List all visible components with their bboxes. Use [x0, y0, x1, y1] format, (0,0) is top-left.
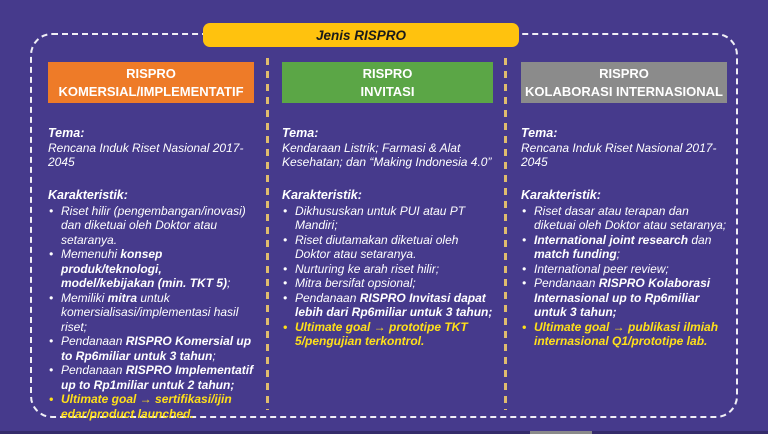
bullet-item-komersial-0-segment-0: Riset hilir (pengembangan/inovasi) dan diketuai oleh Doktor atau setaranya.	[61, 203, 246, 247]
column-komersial	[48, 62, 254, 421]
bullet-item-invitasi-0	[282, 204, 493, 233]
bullet-item-kolaborasi-internasional-2	[521, 262, 727, 277]
column-header-komersial-line-1: KOMERSIAL/IMPLEMENTATIF	[58, 83, 244, 99]
bullet-item-invitasi-4-segment-0: Pendanaan	[295, 290, 360, 305]
bullet-item-komersial-5	[48, 392, 254, 421]
bullet-item-komersial-2	[48, 291, 254, 335]
bullet-item-kolaborasi-internasional-3	[521, 276, 727, 320]
bullet-list-komersial	[48, 204, 254, 422]
tema-label-komersial: Tema:	[48, 126, 85, 140]
bullet-item-komersial-3-segment-2: ;	[212, 348, 216, 363]
bullet-item-invitasi-3-segment-0: Mitra bersifat opsional;	[295, 276, 416, 290]
karakteristik-section-kolaborasi-internasional	[521, 188, 727, 349]
bullet-item-komersial-2-segment-1: mitra	[107, 290, 138, 305]
bullet-item-kolaborasi-internasional-0-segment-0: Riset dasar atau terapan dan diketuai oleh Doktor atau setaranya;	[534, 203, 727, 232]
column-header-invitasi	[282, 62, 493, 103]
bullet-item-komersial-1-segment-1: konsep produk/teknologi, model/kebijakan (min. TKT 5)	[61, 247, 228, 290]
bullet-item-komersial-4	[48, 363, 254, 392]
tema-label-invitasi: Tema:	[282, 126, 319, 140]
bullet-item-komersial-1-segment-0: Memenuhi	[61, 247, 121, 261]
bullet-item-invitasi-1	[282, 233, 493, 262]
tema-text-komersial	[48, 141, 254, 170]
bullet-item-komersial-0	[48, 204, 254, 248]
bullet-item-komersial-5-segment-0: Ultimate goal → sertifikasi/ijin edar/product launched.	[61, 392, 232, 421]
tema-text-invitasi-segment-1: “Making Indonesia 4.0”	[369, 155, 492, 169]
bullet-item-kolaborasi-internasional-4	[521, 320, 727, 349]
column-header-kolaborasi-internasional-line-1: KOLABORASI INTERNASIONAL	[525, 83, 723, 99]
tema-text-invitasi	[282, 141, 493, 170]
column-header-komersial	[48, 62, 254, 103]
bullet-item-invitasi-3	[282, 276, 493, 291]
column-header-kolaborasi-internasional	[521, 62, 727, 103]
column-header-kolaborasi-internasional-line-0: RISPRO	[599, 65, 649, 81]
tema-section-komersial	[48, 126, 254, 188]
bullet-item-invitasi-5	[282, 320, 493, 349]
page-title: Jenis RISPRO	[315, 27, 407, 43]
bullet-item-komersial-4-segment-0: Pendanaan	[61, 363, 126, 377]
bullet-item-komersial-2-segment-2: untuk komersialisasi/implementasi hasil riset;	[61, 290, 239, 334]
bullet-item-invitasi-4	[282, 291, 493, 320]
bullet-list-invitasi	[282, 204, 493, 349]
tema-text-komersial-segment-0: Rencana Induk Riset Nasional 2017-2045	[48, 140, 244, 169]
bullet-item-kolaborasi-internasional-1-segment-3: ;	[616, 247, 621, 261]
column-header-komersial-line-0: RISPRO	[126, 65, 176, 81]
bullet-item-invitasi-2	[282, 262, 493, 277]
column-header-invitasi-line-1: INVITASI	[360, 83, 415, 99]
title-badge	[203, 23, 519, 47]
karakteristik-label-kolaborasi-internasional: Karakteristik:	[521, 188, 601, 202]
bullet-list-kolaborasi-internasional	[521, 204, 727, 349]
karakteristik-section-komersial	[48, 188, 254, 421]
bullet-item-invitasi-4-segment-1: RISPRO Invitasi dapat lebih dari Rp6miliar untuk 3 tahun;	[295, 290, 493, 319]
bullet-item-komersial-1	[48, 247, 254, 291]
bullet-item-invitasi-0-segment-0: Dikhususkan untuk PUI atau PT Mandiri;	[295, 203, 466, 232]
karakteristik-label-invitasi: Karakteristik:	[282, 188, 362, 202]
tema-section-invitasi	[282, 126, 493, 188]
column-separator-2	[504, 58, 507, 410]
column-invitasi	[282, 62, 493, 349]
tema-text-kolaborasi-internasional	[521, 141, 727, 170]
tema-section-kolaborasi-internasional	[521, 126, 727, 188]
bullet-item-kolaborasi-internasional-4-segment-0: Ultimate goal → publikasi ilmiah internasional Q1/prototipe lab.	[534, 319, 719, 348]
tema-text-invitasi-segment-0: Kendaraan Listrik; Farmasi & Alat Kesehatan; dan	[282, 140, 461, 169]
bullet-item-komersial-3-segment-0: Pendanaan	[61, 334, 126, 348]
column-header-invitasi-line-0: RISPRO	[362, 65, 413, 81]
tema-text-kolaborasi-internasional-segment-0: Rencana Induk Riset Nasional 2017-2045	[521, 140, 717, 169]
bullet-item-komersial-3	[48, 334, 254, 363]
bullet-item-komersial-1-segment-2: ;	[227, 276, 231, 290]
bullet-item-kolaborasi-internasional-3-segment-0: Pendanaan	[534, 276, 599, 290]
bullet-item-invitasi-5-segment-0: Ultimate goal → prototipe TKT 5/pengujian terkontrol.	[295, 319, 468, 348]
bullet-item-kolaborasi-internasional-0	[521, 204, 727, 233]
bullet-item-kolaborasi-internasional-3-segment-1: RISPRO Kolaborasi Internasional up to Rp6miliar untuk 3 tahun;	[534, 276, 711, 319]
bullet-item-kolaborasi-internasional-1-segment-2: match funding	[534, 247, 617, 261]
bullet-item-kolaborasi-internasional-1-segment-1: dan	[688, 232, 712, 247]
bullet-item-kolaborasi-internasional-1-segment-0: International joint research	[534, 232, 689, 247]
bullet-item-komersial-2-segment-0: Memiliki	[61, 290, 108, 305]
bullet-item-komersial-4-segment-1: RISPRO Implementatif up to Rp1miliar untuk 2 tahun;	[61, 363, 254, 392]
bullet-item-invitasi-2-segment-0: Nurturing ke arah riset hilir;	[295, 261, 440, 276]
bullet-item-kolaborasi-internasional-1	[521, 233, 727, 262]
karakteristik-label-komersial: Karakteristik:	[48, 188, 128, 202]
tema-label-kolaborasi-internasional: Tema:	[521, 126, 558, 140]
bullet-item-komersial-3-segment-1: RISPRO Komersial up to Rp6miliar untuk 3 tahun	[61, 334, 252, 363]
bullet-item-invitasi-1-segment-0: Riset diutamakan diketuai oleh Doktor atau setaranya.	[295, 232, 459, 261]
bullet-item-kolaborasi-internasional-2-segment-0: International peer review;	[534, 261, 669, 276]
column-separator-1	[266, 58, 269, 410]
column-kolaborasi-internasional	[521, 62, 727, 349]
karakteristik-section-invitasi	[282, 188, 493, 349]
